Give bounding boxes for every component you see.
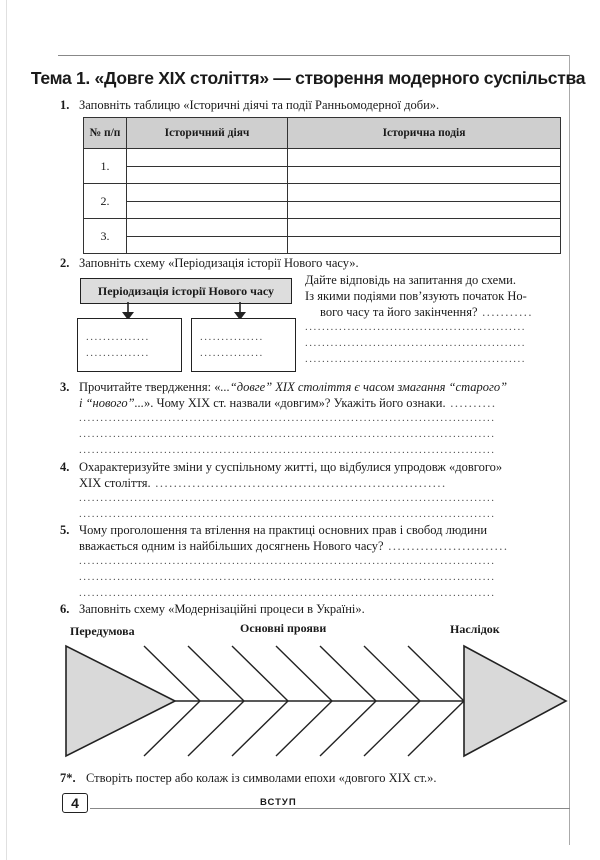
prompt-line: вого часу та його закінчення? [320, 305, 478, 319]
row-number: 2. [84, 184, 127, 219]
question-5-line2: вважається одним із найбільших досягнень Нового часу? .......................... [79, 539, 509, 553]
question-4-line2: ХІХ століття. ............................................................... [79, 476, 447, 490]
page-title: Тема 1. «Довге ХІХ століття» — створення модерного суспільства [30, 68, 586, 88]
table-header: № п/п [84, 118, 127, 149]
answer-line[interactable]: .................................................................................................. [79, 412, 496, 424]
answer-line[interactable]: .................................................................................................. [79, 587, 496, 599]
question-2 [62, 255, 562, 273]
table-row [84, 219, 561, 254]
historical-figures-table [83, 117, 561, 254]
table-cell[interactable] [127, 219, 288, 254]
question-6 [62, 601, 562, 619]
footer-rule [90, 808, 570, 809]
fishbone-label-result: Наслідок [450, 622, 500, 636]
cause-triangle[interactable] [66, 646, 175, 756]
row-number: 3. [84, 219, 127, 254]
table-row [84, 184, 561, 219]
table-header: Історичний діяч [127, 118, 288, 149]
question-2-prompt [305, 272, 570, 289]
question-number: 5. [60, 523, 70, 537]
question-text: ХІХ століття. [79, 476, 151, 490]
table-cell[interactable] [288, 184, 561, 219]
quote-text: і “нового”... [79, 396, 144, 410]
result-triangle[interactable] [464, 646, 566, 756]
answer-line[interactable]: .................................................................................................. [79, 428, 496, 440]
question-text: Створіть постер або колаж із символами епохи «довгого ХІХ ст.». [86, 771, 437, 785]
question-text: Прочитайте твердження: « [79, 380, 221, 394]
scheme-box-end[interactable]: ............... ............... [191, 318, 296, 372]
question-number: 6. [60, 602, 70, 616]
question-3-line2: і “нового”...». Чому ХІХ ст. назвали «довгим»? Укажіть його ознаки. .......... [79, 396, 497, 410]
answer-line[interactable]: .................................................................................................. [79, 571, 496, 583]
question-number: 1. [60, 98, 70, 112]
answer-line[interactable]: .................................................................................................. [79, 555, 496, 567]
page-number: 4 [62, 793, 88, 813]
question-number: 2. [60, 256, 70, 270]
answer-line[interactable]: .................................................... [305, 337, 526, 349]
question-text: Охарактеризуйте зміни у суспільному житті, що відбулися упродовж «довгого» [79, 460, 503, 474]
question-number: 7*. [60, 771, 76, 785]
page-edge [6, 0, 7, 860]
question-2-prompt: вого часу та його закінчення? ........... [320, 305, 534, 319]
question-1 [62, 97, 562, 115]
table-cell[interactable] [127, 149, 288, 184]
question-text: Заповніть таблицю «Історичні діячі та події Ранньомодерної доби». [79, 98, 440, 112]
answer-line[interactable]: .................................................... [305, 353, 526, 365]
question-number: 3. [60, 380, 70, 394]
scheme-box-start[interactable]: ............... ............... [77, 318, 182, 372]
table-row [84, 149, 561, 184]
question-text: Заповніть схему «Періодизація історії Нового часу». [79, 256, 359, 270]
quote-text: ...“довге” ХІХ століття є часом змагання “старого” [220, 380, 508, 394]
question-text: Чому проголошення та втілення на практиці основних прав і свобод людини [79, 523, 488, 537]
question-text: Заповніть схему «Модернізаційні процеси в Україні». [79, 602, 365, 616]
header-rule [58, 55, 570, 56]
prompt-line: Із якими подіями пов’язують початок Но- [305, 289, 527, 303]
question-text: ». Чому ХІХ ст. назвали «довгим»? Укажіть його ознаки. [143, 396, 446, 410]
table-cell[interactable] [127, 184, 288, 219]
fishbone-label-manifestations: Основні прояви [240, 621, 327, 635]
question-number: 4. [60, 460, 70, 474]
row-number: 1. [84, 149, 127, 184]
table-cell[interactable] [288, 219, 561, 254]
answer-line[interactable]: .................................................................................................. [79, 508, 496, 520]
table-header: Історична подія [288, 118, 561, 149]
answer-line[interactable]: .................................................................................................. [79, 444, 496, 456]
table-cell[interactable] [288, 149, 561, 184]
fishbone-label-cause: Передумова [70, 624, 135, 638]
fishbone-diagram [60, 640, 570, 765]
section-name: ВСТУП [260, 797, 297, 808]
answer-line[interactable]: .................................................... [305, 321, 526, 333]
question-text: вважається одним із найбільших досягнень Нового часу? [79, 539, 384, 553]
question-7 [62, 770, 572, 788]
scheme-title: Періодизація історії Нового часу [80, 278, 292, 304]
question-2-prompt [305, 288, 570, 305]
answer-line[interactable]: .................................................................................................. [79, 492, 496, 504]
prompt-line: Дайте відповідь на запитання до схеми. [305, 273, 516, 287]
